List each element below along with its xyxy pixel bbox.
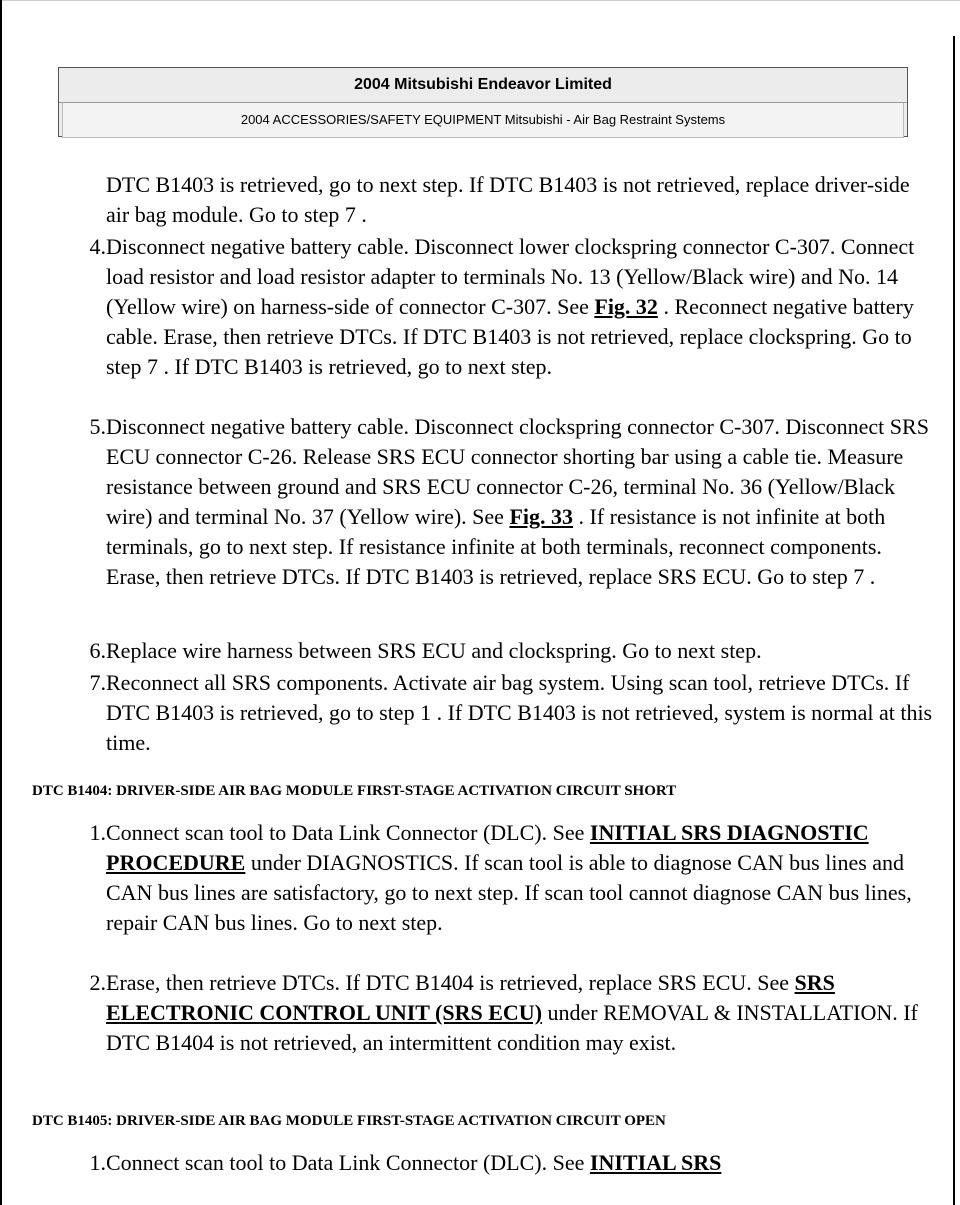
- page-top-border: [0, 0, 960, 1]
- step-text: Disconnect negative battery cable. Disconnect clockspring connector C-307. Disconnect SRS ECU connector C-26. Release SRS ECU connector shorting bar using a cable tie. Measure resistance between ground and SRS ECU connector C-26, terminal No. 36 (Yellow/Black wire) and terminal No. 37 (Yellow wire). See Fig. 33 . If resistance is not infinite at both terminals, go to next step. If resistance infinite at both terminals, reconnect components. Erase, then retrieve DTCs. If DTC B1403 is retrieved, replace SRS ECU. Go to step 7 .: [106, 414, 929, 589]
- step-text: Reconnect all SRS components. Activate air bag system. Using scan tool, retrieve DTCs. If DTC B1403 is retrieved, go to step 1 . If DTC B1403 is not retrieved, system is normal at this time.: [106, 670, 933, 755]
- step-text: Connect scan tool to Data Link Connector (DLC). See INITIAL SRS DIAGNOSTIC PROCEDURE under DIAGNOSTICS. If scan tool is able to diagnose CAN bus lines and CAN bus lines are satisfactory, go to next step. If scan tool cannot diagnose CAN bus lines, repair CAN bus lines. Go to next step.: [106, 820, 912, 935]
- section-heading-b1405: DTC B1405: DRIVER-SIDE AIR BAG MODULE FIRST-STAGE ACTIVATION CIRCUIT OPEN: [32, 1113, 666, 1129]
- step-number: 1.: [89, 1150, 106, 1175]
- initial-srs-diagnostic-procedure-link[interactable]: INITIAL SRS DIAGNOSTIC PROCEDURE: [106, 820, 869, 875]
- fig-33-link[interactable]: Fig. 33: [509, 504, 574, 529]
- section-heading-b1404: DTC B1404: DRIVER-SIDE AIR BAG MODULE FIRST-STAGE ACTIVATION CIRCUIT SHORT: [32, 783, 677, 799]
- vehicle-title: 2004 Mitsubishi Endeavor Limited: [59, 68, 907, 103]
- step-text: Replace wire harness between SRS ECU and clockspring. Go to next step.: [106, 638, 762, 663]
- initial-srs-link[interactable]: INITIAL SRS: [589, 1150, 722, 1175]
- section-subtitle: 2004 ACCESSORIES/SAFETY EQUIPMENT Mitsubishi - Air Bag Restraint Systems: [62, 103, 904, 138]
- step-text: Erase, then retrieve DTCs. If DTC B1404 is retrieved, replace SRS ECU. See SRS ELECTRONIC CONTROL UNIT (SRS ECU) under REMOVAL & INSTALLATION. If DTC B1404 is not retrieved, an intermittent condition may exist.: [106, 970, 918, 1055]
- step-number: 1.: [89, 820, 106, 845]
- srs-ecu-link[interactable]: SRS ELECTRONIC CONTROL UNIT (SRS ECU): [106, 970, 835, 1025]
- page-left-border: [0, 0, 2, 1205]
- step-text: Disconnect negative battery cable. Disconnect lower clockspring connector C-307. Connect load resistor and load resistor adapter to terminals No. 13 (Yellow/Black wire) and No. 14 (Yellow wire) on harness-side of connector C-307. See Fig. 32 . Reconnect negative battery cable. Erase, then retrieve DTCs. If DTC B1403 is not retrieved, replace clockspring. Go to step 7 . If DTC B1403 is retrieved, go to next step.: [106, 234, 915, 379]
- step-number: 6.: [89, 638, 106, 663]
- page-right-border: [953, 36, 955, 1205]
- document-header: [58, 67, 908, 137]
- step-number: 5.: [89, 414, 106, 439]
- step-number: 2.: [89, 970, 106, 995]
- step-text: Connect scan tool to Data Link Connector (DLC). See INITIAL SRS: [106, 1150, 722, 1175]
- step-number: 4.: [89, 234, 106, 259]
- fig-32-link[interactable]: Fig. 32: [594, 294, 658, 319]
- step-number: 7.: [89, 670, 106, 695]
- continuation-paragraph: DTC B1403 is retrieved, go to next step. If DTC B1403 is not retrieved, replace driver-side air bag module. Go to step 7 .: [106, 172, 910, 227]
